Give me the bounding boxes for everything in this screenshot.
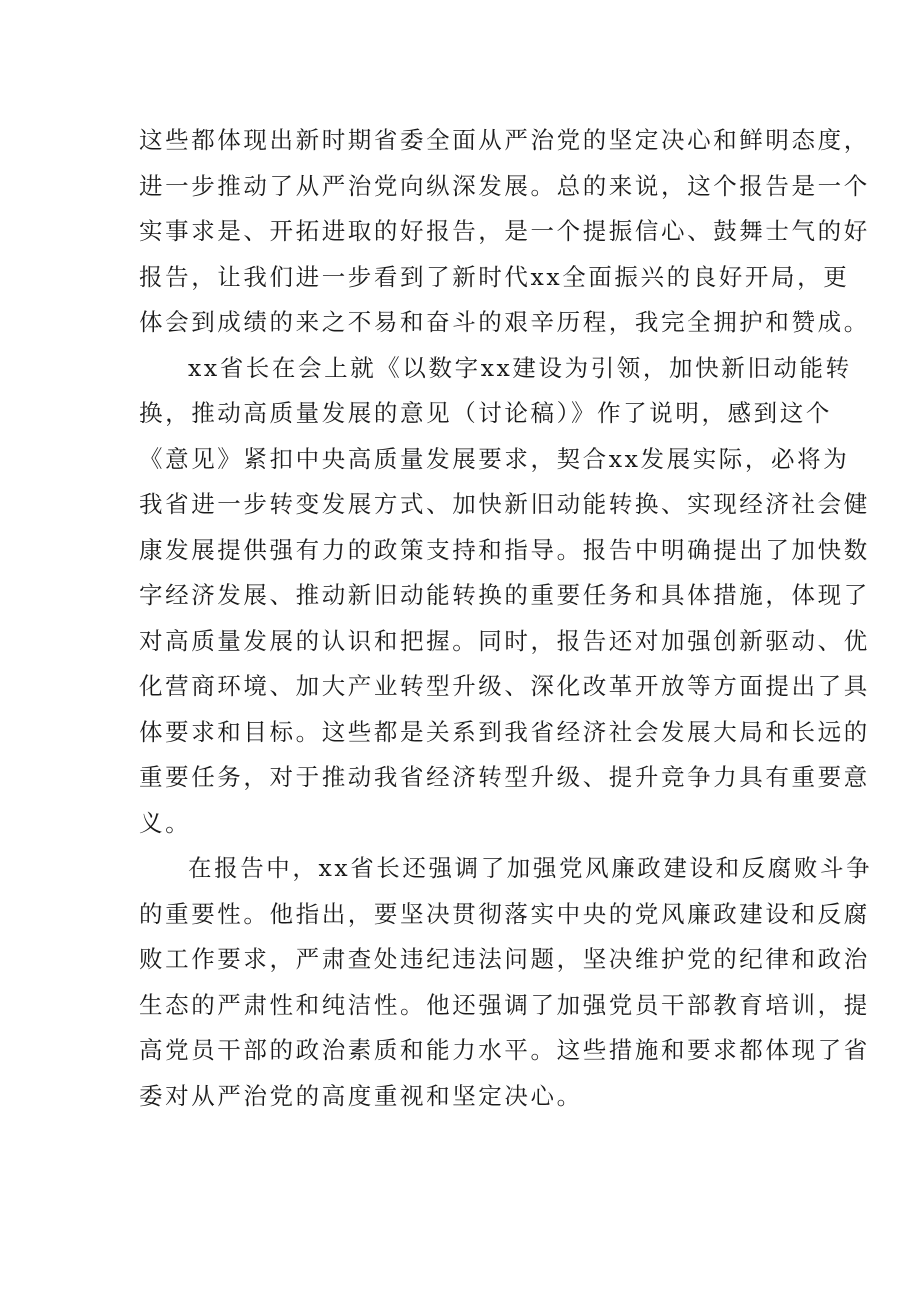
text-line: 重要任务，对于推动我省经济转型升级、提升竞争力具有重要意 (139, 763, 870, 791)
text-line: 体会到成绩的来之不易和奋斗的艰辛历程，我完全拥护和赞成。 (139, 308, 870, 336)
paragraph-1 (139, 118, 870, 346)
text-line: xx省长在会上就《以数字xx建设为引领，加快新旧动能转 (188, 353, 852, 382)
text-line: 康发展提供强有力的政策支持和指导。报告中明确提出了加快数 (139, 535, 870, 564)
text-line: 进一步推动了从严治党向纵深发展。总的来说，这个报告是一个 (139, 171, 870, 200)
text-line: 我省进一步转变发展方式、加快新旧动能转换、实现经济社会健 (139, 490, 870, 518)
paragraph-3 (139, 846, 873, 1119)
text-line: 的重要性。他指出，要坚决贯彻落实中央的党风廉政建设和反腐 (139, 899, 870, 928)
text-line: 《意见》紧扣中央高质量发展要求，契合xx发展实际，必将为 (139, 444, 850, 473)
text-line: 败工作要求，严肃查处违纪违法问题，坚决维护党的纪律和政治 (139, 945, 870, 973)
text-line: 委对从严治党的高度重视和坚定决心。 (139, 1081, 583, 1110)
text-line: 这些都体现出新时期省委全面从严治党的坚定决心和鲜明态度， (139, 126, 870, 154)
text-line: 生态的严肃性和纯洁性。他还强调了加强党员干部教育培训，提 (139, 990, 870, 1019)
text-line: 高党员干部的政治素质和能力水平。这些措施和要求都体现了省 (139, 1036, 870, 1064)
text-line: 义。 (139, 808, 192, 837)
text-line: 报告，让我们进一步看到了新时代xx全面振兴的良好开局，更 (139, 262, 850, 291)
text-line: 体要求和目标。这些都是关系到我省经济社会发展大局和长远的 (139, 717, 870, 746)
paragraph-2 (139, 346, 870, 847)
document-body (139, 118, 873, 1119)
text-line: 换，推动高质量发展的意见（讨论稿）》作了说明，感到这个 (139, 399, 832, 427)
text-line: 化营商环境、加大产业转型升级、深化改革开放等方面提出了具 (139, 672, 870, 700)
text-line: 对高质量发展的认识和把握。同时，报告还对加强创新驱动、优 (139, 626, 870, 655)
text-line: 实事求是、开拓进取的好报告，是一个提振信心、鼓舞士气的好 (139, 217, 870, 245)
text-line: 在报告中，xx省长还强调了加强党风廉政建设和反腐败斗争 (188, 854, 873, 882)
text-line: 字经济发展、推动新旧动能转换的重要任务和具体措施，体现了 (139, 581, 870, 609)
